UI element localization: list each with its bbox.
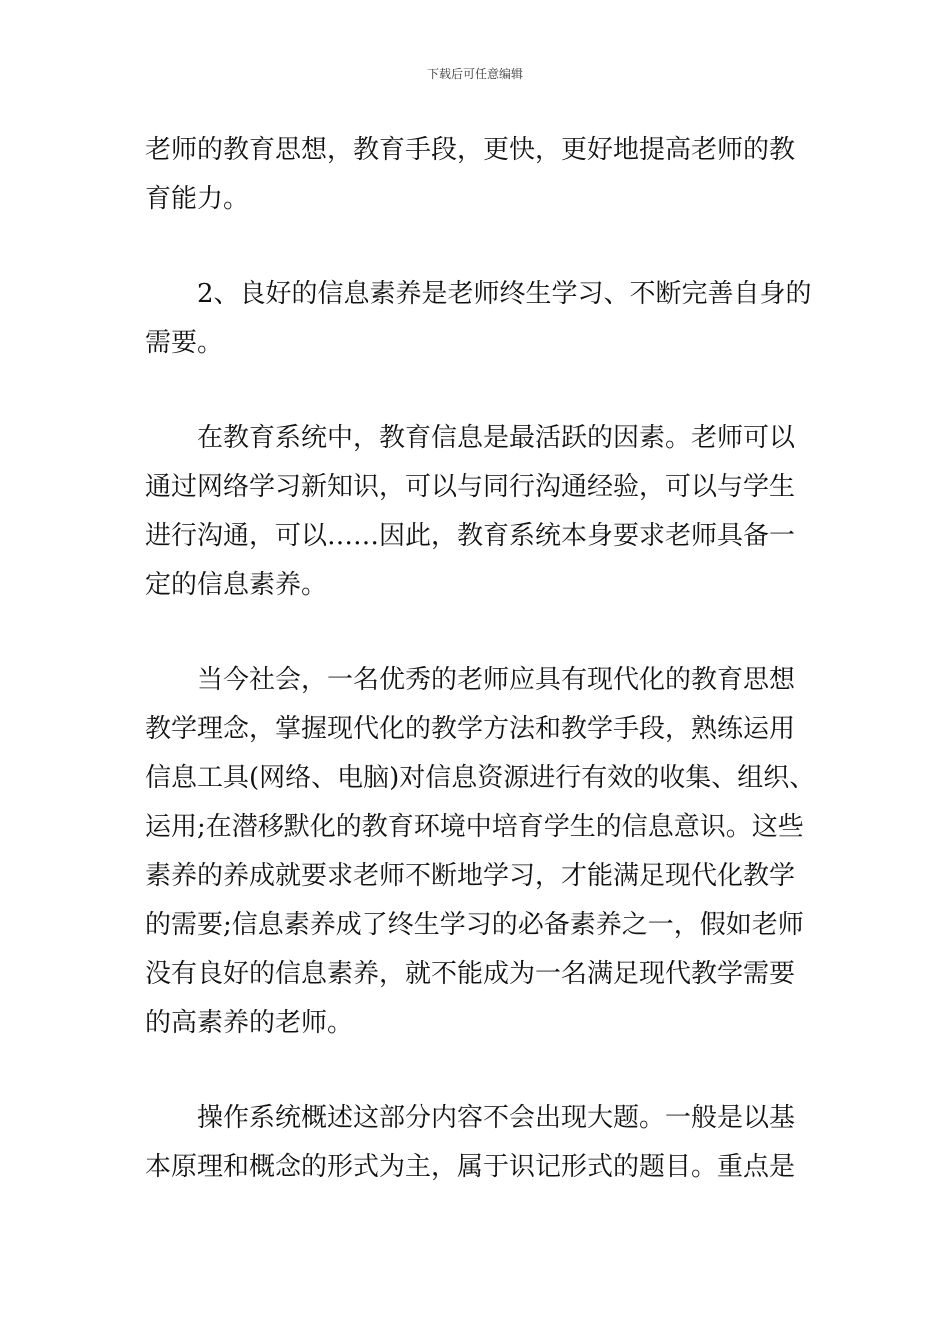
paragraph-1 — [145, 126, 835, 224]
paragraph-line: 的需要;信息素养成了终生学习的必备素养之一，假如老师 — [145, 910, 804, 940]
paragraph-line: 操作系统概述这部分内容不会出现大题。一般是以基 — [197, 1103, 796, 1133]
paragraph-line: 本原理和概念的形式为主，属于识记形式的题目。重点是 — [145, 1152, 796, 1182]
paragraph-line: 信息工具(网络、电脑)对信息资源进行有效的收集、组织、 — [145, 763, 816, 793]
paragraph-line: 素养的养成就要求老师不断地学习，才能满足现代化教学 — [145, 861, 796, 891]
document-body — [145, 126, 835, 1238]
paragraph-line: 的高素养的老师。 — [145, 1008, 354, 1038]
paragraph-line: 通过网络学习新知识，可以与同行沟通经验，可以与学生 — [145, 472, 796, 502]
paragraph-line: 教学理念，掌握现代化的教学方法和教学手段，熟练运用 — [145, 714, 796, 744]
paragraph-line: 当今社会，一名优秀的老师应具有现代化的教育思想 — [197, 665, 796, 695]
paragraph-line: 育能力。 — [145, 184, 250, 214]
paragraph-line: 需要。 — [145, 328, 224, 358]
paragraph-5 — [145, 1094, 835, 1192]
paragraph-3 — [145, 414, 835, 610]
paragraph-2 — [145, 270, 835, 368]
page-header: 下载后可任意编辑 — [426, 67, 523, 81]
paragraph-line: 2、良好的信息素养是老师终生学习、不断完善自身的 — [197, 279, 812, 309]
paragraph-line: 运用;在潜移默化的教育环境中培育学生的信息意识。这些 — [145, 812, 804, 842]
paragraph-line: 在教育系统中，教育信息是最活跃的因素。老师可以 — [197, 423, 796, 453]
paragraph-line: 定的信息素养。 — [145, 570, 328, 600]
paragraph-line: 进行沟通，可以……因此，教育系统本身要求老师具备一 — [145, 521, 796, 551]
paragraph-line: 老师的教育思想，教育手段，更快，更好地提高老师的教 — [145, 135, 796, 165]
paragraph-4 — [145, 656, 835, 1048]
paragraph-line: 没有良好的信息素养，就不能成为一名满足现代教学需要 — [145, 959, 796, 989]
